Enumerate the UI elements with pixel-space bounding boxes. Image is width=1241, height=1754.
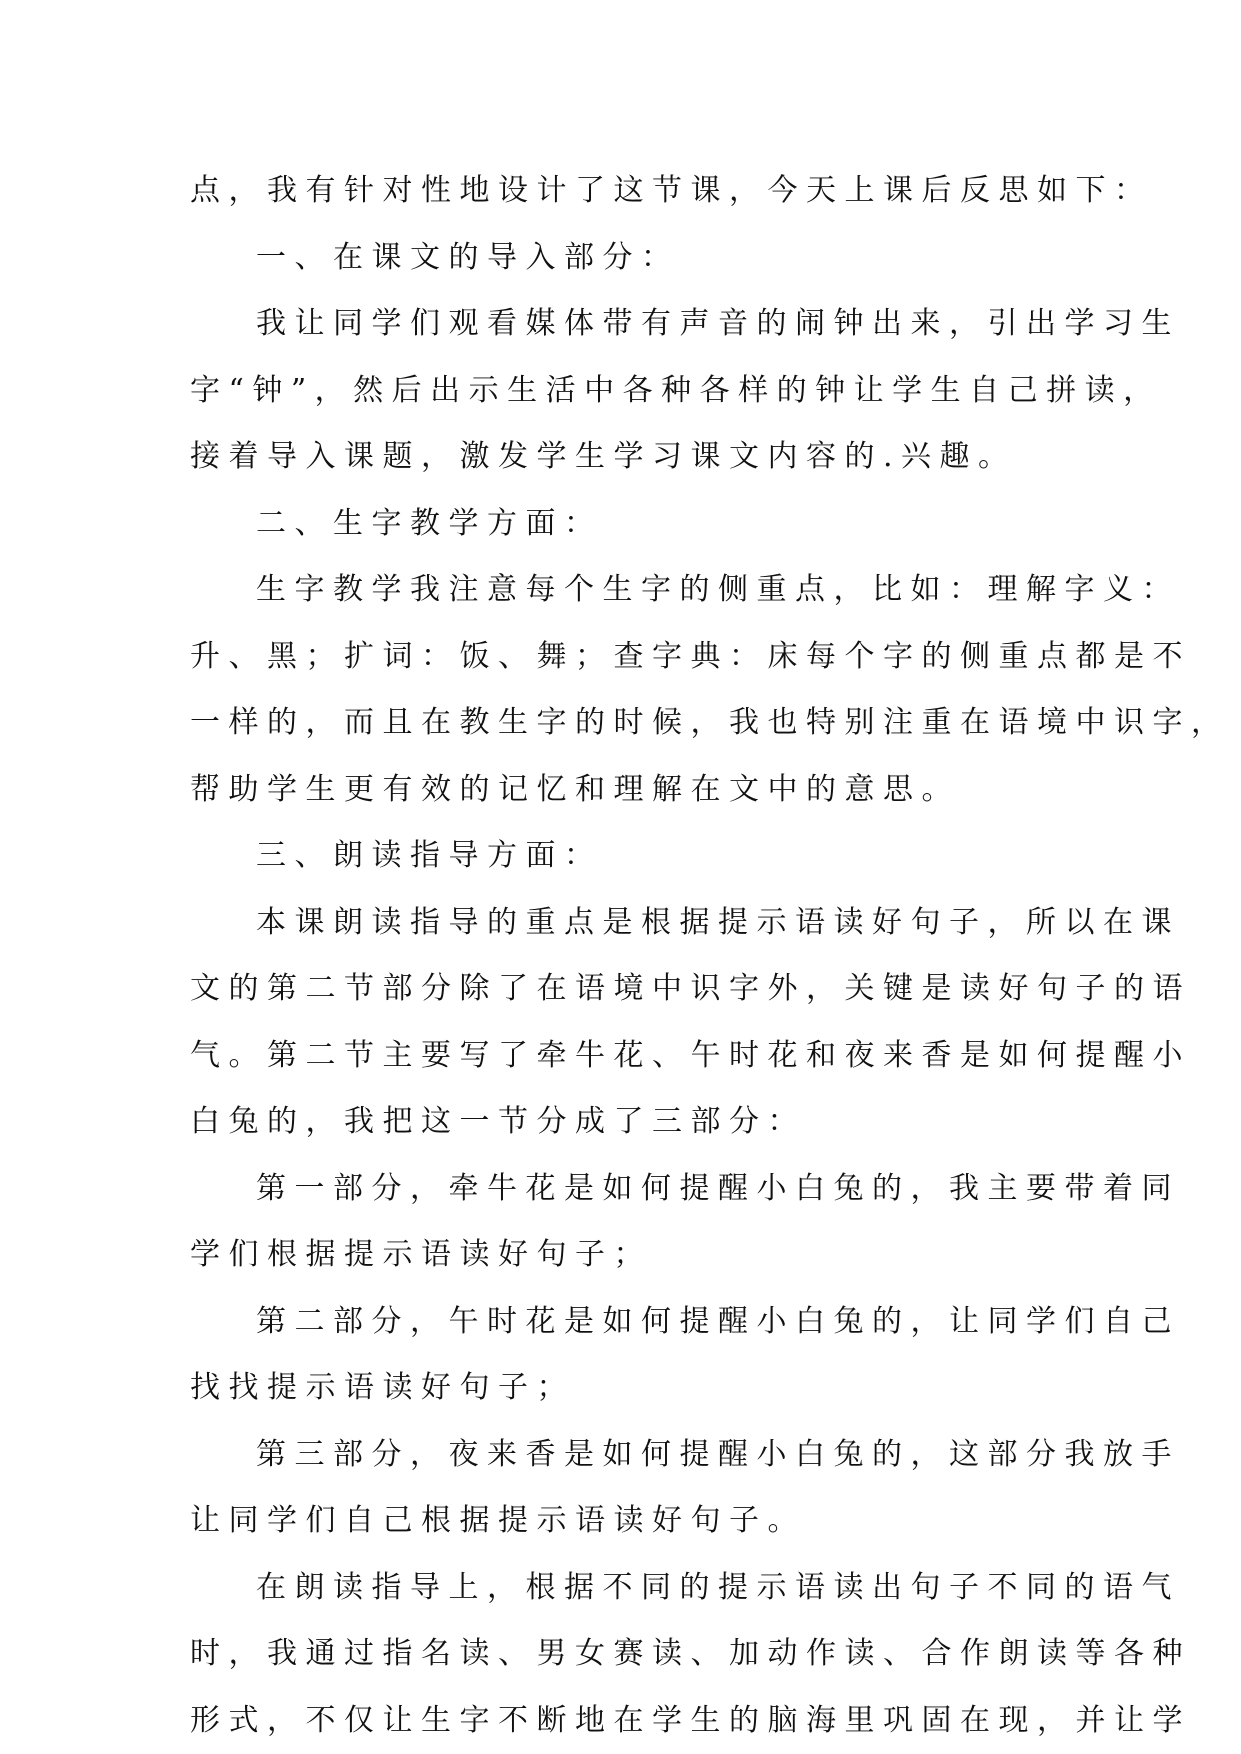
text-line: 一样的，而且在教生字的时候，我也特别注重在语境中识字， [190, 705, 1230, 740]
text-line: 第二部分，午时花是如何提醒小白兔的，让同学们自己 [256, 1303, 1180, 1339]
text-line: 点，我有针对性地设计了这节课，今天上课后反思如下： [190, 173, 1153, 208]
text-line: 字“钟”，然后出示生活中各种各样的钟让学生自己拼读， [190, 372, 1162, 408]
text-line: 第一部分，牵牛花是如何提醒小白兔的，我主要带着同 [256, 1170, 1180, 1206]
text-line: 形式，不仅让生字不断地在学生的脑海里巩固在现，并让学 [190, 1702, 1191, 1738]
section-heading-intro: 一、在课文的导入部分： [256, 239, 680, 275]
text-line: 接着导入课题，激发学生学习课文内容的.兴趣。 [190, 439, 1017, 474]
text-line: 文的第二节部分除了在语境中识字外，关键是读好句子的语 [190, 971, 1191, 1006]
text-line: 第三部分，夜来香是如何提醒小白兔的，这部分我放手 [256, 1436, 1180, 1472]
text-line: 我让同学们观看媒体带有声音的闹钟出来，引出学习生 [256, 306, 1180, 341]
text-line: 气。第二节主要写了牵牛花、午时花和夜来香是如何提醒小 [190, 1037, 1191, 1073]
text-line: 学们根据提示语读好句子； [190, 1237, 652, 1272]
text-line: 白兔的，我把这一节分成了三部分： [190, 1104, 806, 1139]
text-line: 帮助学生更有效的记忆和理解在文中的意思。 [190, 771, 960, 807]
section-heading-reading: 三、朗读指导方面： [256, 838, 603, 873]
text-line: 找找提示语读好句子； [190, 1370, 575, 1405]
text-line: 升、黑；扩词：饭、舞；查字典：床每个字的侧重点都是不 [190, 638, 1191, 674]
text-line: 生字教学我注意每个生字的侧重点，比如：理解字义： [256, 572, 1180, 607]
text-line: 让同学们自己根据提示语读好句子。 [190, 1503, 806, 1538]
text-line: 本课朗读指导的重点是根据提示语读好句子，所以在课 [256, 904, 1180, 940]
text-line: 时，我通过指名读、男女赛读、加动作读、合作朗读等各种 [190, 1636, 1191, 1671]
text-line: 在朗读指导上，根据不同的提示语读出句子不同的语气 [256, 1569, 1180, 1605]
section-heading-characters: 二、生字教学方面： [256, 505, 603, 541]
body-text [190, 158, 1230, 1754]
